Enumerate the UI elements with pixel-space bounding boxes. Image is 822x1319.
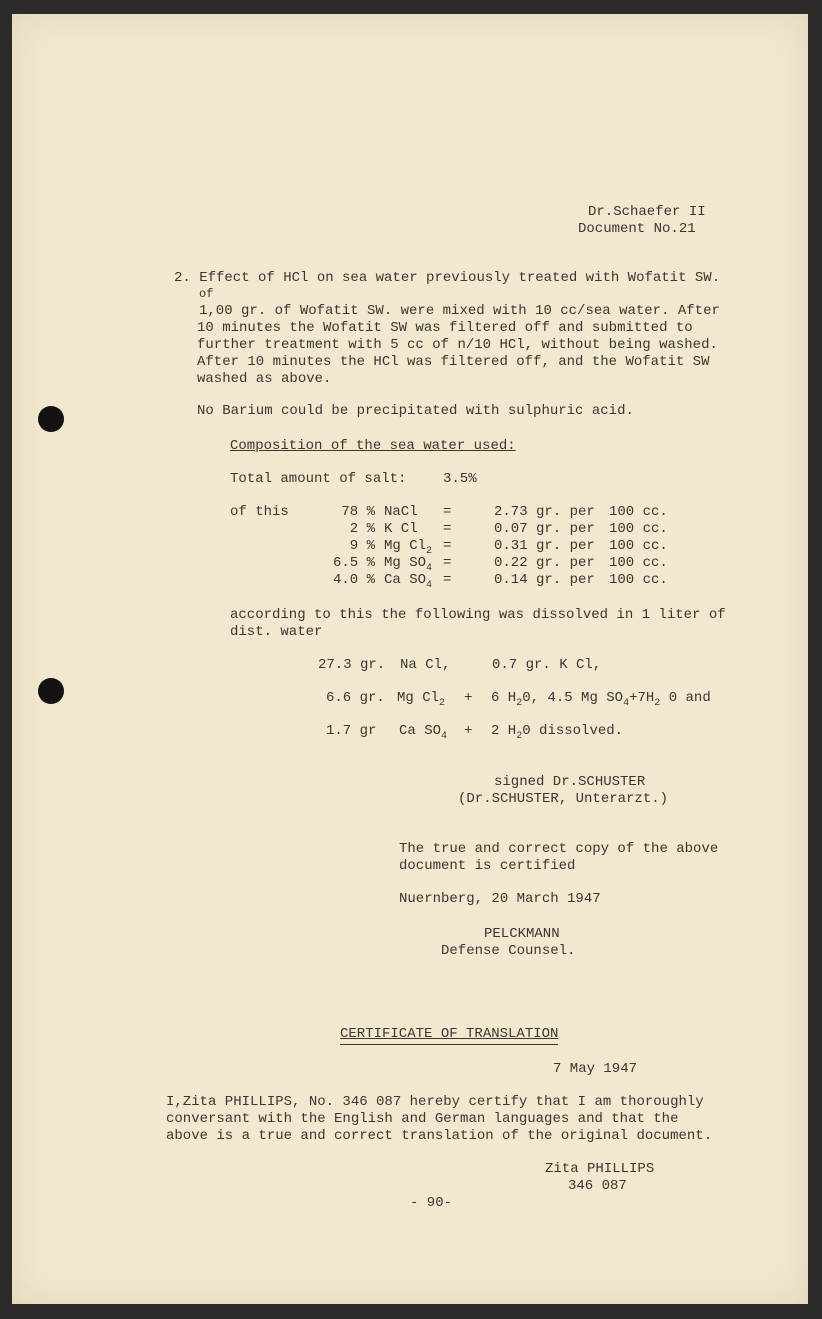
row-percent: 6.5 % [332,555,375,571]
translation-line-1: I,Zita PHILLIPS, No. 346 087 hereby certify that I am thoroughly [166,1094,704,1110]
punch-hole-top [38,406,64,432]
formula-amount: 27.3 gr. [318,657,386,673]
para-line-5: washed as above. [197,371,332,387]
formula-subscript: 2 [654,697,661,709]
row-salt: K Cl [384,521,418,537]
composition-title: Composition of the sea water used: [230,438,516,454]
formula-amount: 1.7 gr [326,723,377,739]
row-salt: Mg $Cl_2$ [384,538,433,557]
row-volume: 100 cc. [609,555,668,571]
formula-subscript: 4 [623,697,630,709]
para-line-3: further treatment with 5 cc of n/10 HCl, without being washed. [197,337,718,353]
header-document-number: Document No.21 [578,221,696,237]
of-this-label: of this [230,504,289,520]
row-salt-subscript: 4 [426,579,433,591]
counsel-name: PELCKMANN [484,926,560,942]
row-salt-subscript: 4 [426,562,433,574]
row-volume: 100 cc. [609,504,668,520]
formula-compound: 2 $H_20$ dissolved. [491,723,624,742]
translation-line-2: conversant with the English and German languages and that the [166,1111,679,1127]
row-amount: 0.31 gr. per [494,538,595,554]
copy-cert-line-2: document is certified [399,858,576,874]
barium-note: No Barium could be precipitated with sulphuric acid. [197,403,634,419]
row-salt: NaCl [384,504,418,520]
dissolved-line-1: according to this the following was dissolved in 1 liter of [230,607,726,623]
row-equals: = [443,572,452,588]
translator-name: Zita PHILLIPS [545,1161,655,1177]
row-amount: 0.07 gr. per [494,521,595,537]
formula-subscript: 4 [441,730,448,742]
formula-amount-2: 0.7 gr. K Cl, [492,657,602,673]
signer-title: (Dr.SCHUSTER, Unterarzt.) [458,791,669,807]
row-salt: Ca $SO_4$ [384,572,433,591]
signed-line: signed Dr.SCHUSTER [494,774,646,790]
row-percent: 9 % [349,538,375,554]
row-amount: 2.73 gr. per [494,504,595,520]
row-equals: = [443,504,452,520]
total-salt-value: 3.5% [443,471,477,487]
translation-line-3: above is a true and correct translation of the original document. [166,1128,713,1144]
row-percent: 2 % [349,521,375,537]
formula-compound: 6 $H_20$, 4.5 Mg $SO_4+7H_2$ 0 and [491,690,711,709]
translation-cert-title: CERTIFICATE OF TRANSLATION [340,1026,558,1045]
row-salt: Mg $SO_4$ [384,555,433,574]
translator-number: 346 087 [568,1178,627,1194]
translation-date: 7 May 1947 [553,1061,638,1077]
punch-hole-bottom [38,678,64,704]
para-line-2: 10 minutes the Wofatit SW was filtered off and submitted to [197,320,693,336]
row-amount: 0.22 gr. per [494,555,595,571]
formula-plus: + [464,723,473,739]
para-line-4: After 10 minutes the HCl was filtered off, and the Wofatit SW [197,354,710,370]
row-equals: = [443,521,452,537]
row-percent: 4.0 % [332,572,375,588]
row-equals: = [443,555,452,571]
row-salt-subscript: 2 [426,545,433,557]
row-volume: 100 cc. [609,521,668,537]
formula-salt: Mg $Cl_2$ [397,690,446,709]
formula-subscript: 2 [516,697,523,709]
row-percent: 78 % [341,504,375,520]
dissolved-line-2: dist. water [230,624,323,640]
row-amount: 0.14 gr. per [494,572,595,588]
total-salt-label: Total amount of salt: [230,471,407,487]
row-volume: 100 cc. [609,538,668,554]
header-author: Dr.Schaefer II [588,204,706,220]
formula-amount: 6.6 gr. [326,690,385,706]
copy-cert-line-1: The true and correct copy of the above [399,841,719,857]
copy-cert-place-date: Nuernberg, 20 March 1947 [399,891,601,907]
row-volume: 100 cc. [609,572,668,588]
counsel-role: Defense Counsel. [441,943,576,959]
row-equals: = [443,538,452,554]
page-number: - 90- [410,1195,453,1211]
section-heading: 2. Effect of HCl on sea water previously treated with Wofatit SW. [174,270,721,286]
formula-salt: Na Cl, [400,657,451,673]
formula-subscript: 2 [516,730,523,742]
formula-subscript: 2 [439,697,446,709]
formula-plus: + [464,690,473,706]
of-insert: of [199,287,214,301]
formula-salt: Ca $SO_4$ [399,723,448,742]
para-line-1: 1,00 gr. of Wofatit SW. were mixed with 10 cc/sea water. After [199,303,720,319]
